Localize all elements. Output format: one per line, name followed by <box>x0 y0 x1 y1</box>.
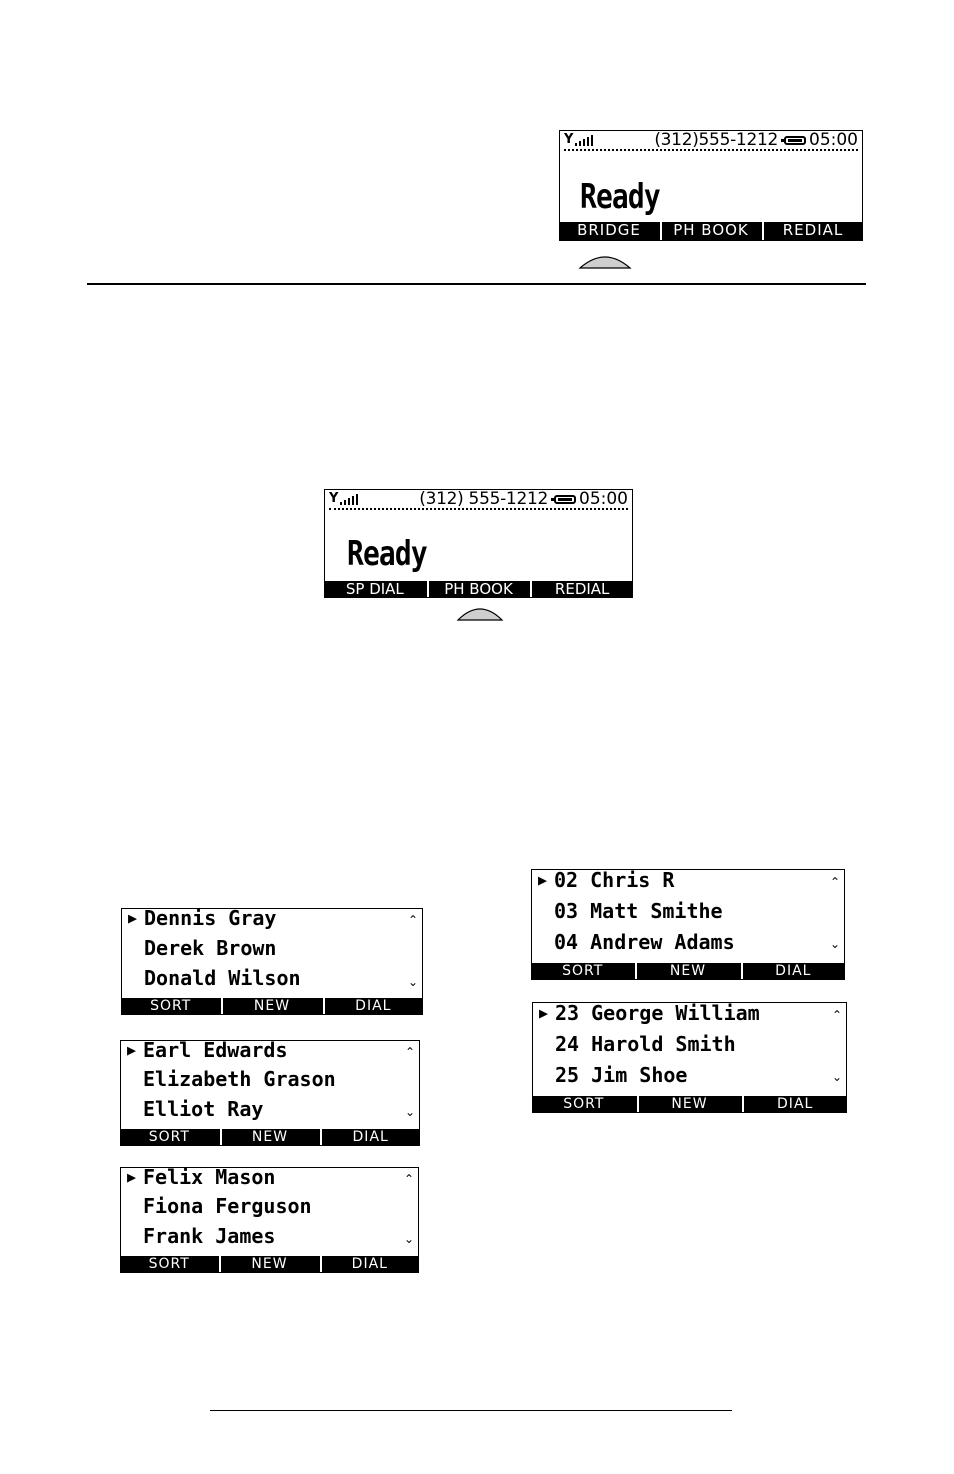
battery-icon <box>784 136 806 145</box>
softkey-dial[interactable]: DIAL <box>742 1096 846 1112</box>
softkey-new[interactable]: NEW <box>635 963 738 979</box>
list-item[interactable]: 04 Andrew Adams <box>554 930 735 954</box>
scroll-up-icon[interactable]: ⌃ <box>407 913 418 927</box>
scroll-down-icon[interactable]: ⌄ <box>831 1070 842 1084</box>
softkey-sp-dial[interactable]: SP DIAL <box>345 580 404 598</box>
clock-time: 05:00 <box>809 130 858 150</box>
speed-dial-list-02 <box>531 869 845 980</box>
softkey-dial[interactable]: DIAL <box>323 998 422 1014</box>
scroll-down-icon[interactable]: ⌄ <box>403 1232 414 1246</box>
status-text: Ready <box>580 177 660 217</box>
selection-arrow-icon: ▶ <box>128 909 138 927</box>
softkey-redial[interactable]: REDIAL <box>530 581 632 597</box>
softkey-sort[interactable]: SORT <box>148 1256 190 1272</box>
softkey-bar <box>121 1256 418 1272</box>
phone-number: (312) 555-1212 <box>419 489 548 509</box>
softkey-sort[interactable]: SORT <box>148 1129 190 1145</box>
scroll-up-icon[interactable]: ⌃ <box>829 875 840 889</box>
status-bar <box>564 131 858 151</box>
list-item[interactable]: ▶ Felix Mason <box>127 1167 276 1189</box>
softkey-bar <box>325 581 632 597</box>
list-item[interactable]: ▶ 02 Chris R <box>538 869 675 892</box>
list-item[interactable]: ▶ 23 George William <box>539 1002 760 1025</box>
list-item[interactable]: Derek Brown <box>144 936 277 960</box>
signal-strength-icon: Y <box>564 134 595 146</box>
softkey-new[interactable]: NEW <box>637 1096 741 1112</box>
bottom-rule <box>210 1410 732 1411</box>
scroll-up-icon[interactable]: ⌃ <box>831 1008 842 1022</box>
list-item[interactable]: ▶ Dennis Gray <box>128 908 277 930</box>
list-item[interactable]: 25 Jim Shoe <box>555 1063 688 1087</box>
softkey-bar <box>532 963 844 979</box>
phonebook-list-f <box>120 1167 419 1273</box>
softkey-bar <box>122 998 422 1014</box>
list-item[interactable]: Donald Wilson <box>144 966 301 990</box>
battery-icon <box>554 495 576 504</box>
list-item[interactable]: Frank James <box>143 1224 276 1248</box>
top-divider-rule <box>87 283 866 285</box>
softkey-bar <box>121 1129 419 1145</box>
softkey-redial[interactable]: REDIAL <box>762 222 862 240</box>
list-item[interactable]: Elizabeth Grason <box>143 1067 336 1091</box>
softkey-sort[interactable]: SORT <box>150 998 192 1014</box>
selection-arrow-icon: ▶ <box>127 1168 137 1186</box>
list-item[interactable]: ▶ Earl Edwards <box>127 1040 288 1062</box>
phonebook-list-e <box>120 1040 420 1146</box>
softkey-sort[interactable]: SORT <box>563 1096 605 1112</box>
speed-dial-list-23 <box>532 1002 847 1113</box>
scroll-down-icon[interactable]: ⌄ <box>404 1105 415 1119</box>
key-pointer-icon <box>578 248 632 270</box>
status-bar <box>329 490 628 510</box>
list-item[interactable]: 03 Matt Smithe <box>554 899 723 923</box>
softkey-ph-book[interactable]: PH BOOK <box>427 581 529 597</box>
softkey-dial[interactable]: DIAL <box>320 1256 418 1272</box>
signal-strength-icon: Y <box>329 493 360 505</box>
list-item[interactable]: Elliot Ray <box>143 1097 264 1121</box>
phone-screen-ready-bridge <box>559 130 863 241</box>
status-text: Ready <box>347 534 427 574</box>
phone-number: (312)555-1212 <box>654 130 778 150</box>
list-item[interactable]: Fiona Ferguson <box>143 1194 312 1218</box>
softkey-new[interactable]: NEW <box>219 1256 317 1272</box>
key-pointer-icon <box>456 600 504 622</box>
softkey-sort[interactable]: SORT <box>562 963 604 979</box>
softkey-new[interactable]: NEW <box>221 998 320 1014</box>
selection-arrow-icon: ▶ <box>539 1004 549 1022</box>
scroll-down-icon[interactable]: ⌄ <box>829 937 840 951</box>
softkey-bar <box>560 222 862 240</box>
softkey-new[interactable]: NEW <box>220 1129 319 1145</box>
clock-time: 05:00 <box>579 489 628 509</box>
selection-arrow-icon: ▶ <box>127 1041 137 1059</box>
softkey-dial[interactable]: DIAL <box>320 1129 419 1145</box>
phonebook-list-d <box>121 908 423 1015</box>
list-item[interactable]: 24 Harold Smith <box>555 1032 736 1056</box>
phone-screen-ready-spdial <box>324 489 633 598</box>
scroll-down-icon[interactable]: ⌄ <box>407 975 418 989</box>
softkey-ph-book[interactable]: PH BOOK <box>660 222 760 240</box>
softkey-bridge[interactable]: BRIDGE <box>577 221 641 239</box>
softkey-dial[interactable]: DIAL <box>741 963 844 979</box>
selection-arrow-icon: ▶ <box>538 871 548 889</box>
scroll-up-icon[interactable]: ⌃ <box>404 1045 415 1059</box>
softkey-bar <box>533 1096 846 1112</box>
scroll-up-icon[interactable]: ⌃ <box>403 1172 414 1186</box>
